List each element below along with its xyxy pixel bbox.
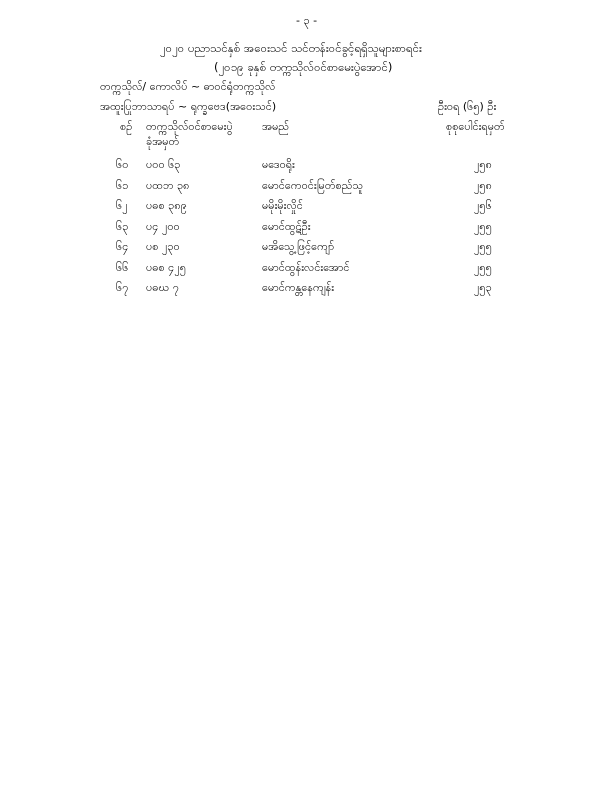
row-number: ၆၇ (116, 281, 129, 294)
total-score: ၂၅၅ (474, 260, 492, 274)
student-name: မောင်ထွန်းလင်းအောင် (262, 260, 350, 274)
total-score: ၂၅၈ (474, 158, 492, 171)
total-score: ၂၅၅ (474, 240, 492, 253)
table-row (0, 240, 612, 260)
table-row (0, 220, 612, 240)
roll-number: ပဓစ ၃၈၉ (146, 199, 187, 212)
row-number: ၆၃ (116, 219, 129, 233)
page-number: - ၃ - (296, 14, 318, 27)
roll-number: ပထဘ ၃၈ (146, 178, 190, 192)
table-row (0, 179, 612, 199)
student-name: မောင်ထွဋ်ဦး (262, 219, 311, 233)
row-number: ၆၄ (116, 240, 129, 253)
document-subtitle: (၂၀၁၉ ခုနှစ် တက္ကသိုလ်ဝင်စာမေးပွဲအောင်) (214, 60, 393, 74)
student-name: မဒေဝရိုး (262, 158, 295, 171)
student-name: မမိုးမိုးလှိုင် (262, 199, 303, 212)
total-score: ၂၅၈ (474, 178, 492, 192)
total-score: ၂၅၃ (474, 281, 492, 294)
row-number: ၆၂ (116, 199, 128, 212)
column-header-roll-line1: တက္ကသိုလ်ဝင်စာမေးပွဲ (146, 120, 233, 133)
roll-number: ပစ ၂၃၀ (146, 240, 180, 253)
table-row (0, 199, 612, 219)
table-row (0, 158, 612, 178)
column-header-roll-line2: ခုံအမှတ် (146, 135, 180, 148)
row-number: ၆၁ (116, 178, 129, 192)
score-header: ဦးဝရ (၆၅) ဦး (438, 100, 497, 113)
row-number: ၆၆ (116, 260, 129, 274)
roll-number: ပ၄ ၂၀၀ (146, 219, 180, 233)
university-line: တက္ကသိုလ်/ ကောလိပ် ~ ဓာဝင်ရုံတက္ကသိုလ် (100, 80, 276, 93)
subject-line: အထူးပြုဘာသာရပ် ~ ရုက္ခဗေဒ(အဝေးသင်) (100, 100, 277, 113)
column-header-no: စဉ် (120, 120, 133, 133)
roll-number: ပဝဝ ၆၃ (146, 158, 181, 171)
student-name: မောင်ကန္တနေကျန်း (262, 281, 334, 294)
column-header-name: အမည် (262, 120, 290, 133)
table-row (0, 261, 612, 281)
row-number: ၆၀ (116, 158, 129, 171)
roll-number: ပဓဃ ၇ (146, 281, 179, 294)
student-name: မအိသွေ့ဖြင့်ကျော် (262, 240, 335, 253)
student-name: မောင်ကေဝင်းမြတ်စည်သူ (262, 178, 363, 192)
table-row (0, 281, 612, 301)
total-score: ၂၅၆ (474, 199, 492, 212)
total-score: ၂၅၅ (474, 219, 492, 233)
document-title: ၂၀၂၀ ပညာသင်နှစ် အဝေးသင် သင်တန်းဝင်ခွင့်ရရှိသူများစာရင်း (160, 41, 422, 55)
roll-number: ပဓစ ၄၂၅ (146, 260, 186, 274)
column-header-score: စုစုပေါင်းရမှတ် (446, 120, 505, 133)
